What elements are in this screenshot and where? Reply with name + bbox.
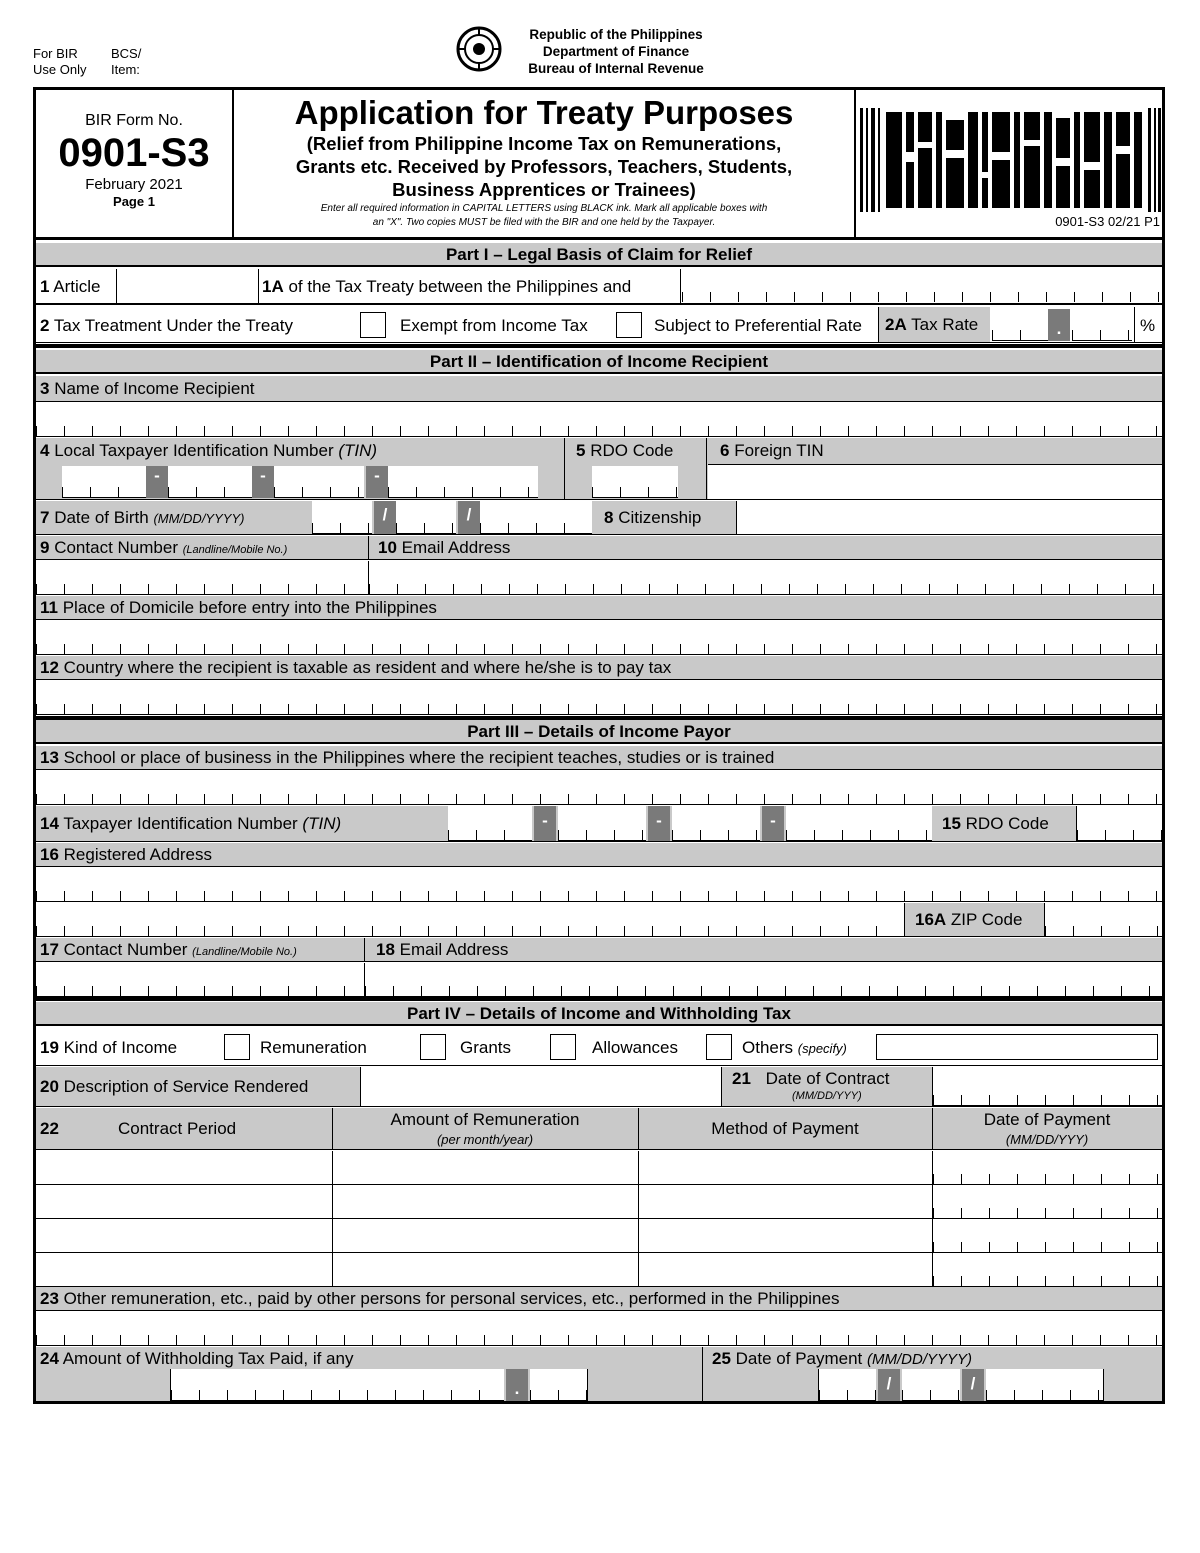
form-subtitle-2: Grants etc. Received by Professors, Teachers, Students, bbox=[295, 156, 793, 177]
tin-dash-3: - bbox=[366, 466, 388, 498]
form-sheet bbox=[33, 87, 1165, 1404]
agency-header bbox=[511, 26, 721, 77]
form-number: 0901-S3 bbox=[58, 131, 210, 175]
tax-rate-decimal-input[interactable] bbox=[1072, 309, 1132, 341]
f16-label: 16 Registered Address bbox=[40, 845, 213, 864]
exempt-checkbox[interactable] bbox=[360, 312, 386, 338]
others-label: Others (specify) bbox=[742, 1038, 847, 1057]
recipient-name-input[interactable] bbox=[36, 403, 1162, 437]
row-field-9-10-label bbox=[36, 536, 1162, 560]
row-field-13-label bbox=[36, 746, 1162, 770]
form-number-box bbox=[36, 90, 234, 240]
part2-title: Part II – Identification of Income Recipient bbox=[36, 350, 1162, 374]
row4-date[interactable] bbox=[933, 1253, 1162, 1287]
barcode-text: 0901-S3 02/21 P1 bbox=[1055, 214, 1160, 229]
row3-period[interactable] bbox=[36, 1219, 333, 1253]
registered-address-line-2[interactable] bbox=[36, 903, 904, 937]
other-remuneration-input[interactable] bbox=[36, 1312, 1162, 1346]
part1-title: Part I – Legal Basis of Claim for Relief bbox=[36, 243, 1162, 267]
row1-method[interactable] bbox=[639, 1151, 933, 1185]
payment-slash-1: / bbox=[878, 1369, 900, 1401]
f13-label: 13 School or place of business in the Philippines where the recipient teaches, studies or is trained bbox=[40, 748, 775, 767]
agency-line-3: Bureau of Internal Revenue bbox=[528, 61, 704, 76]
grants-label: Grants bbox=[460, 1038, 512, 1057]
withholding-cents-input[interactable] bbox=[530, 1369, 588, 1401]
tax-residence-country-input[interactable] bbox=[36, 681, 1162, 715]
bir-seal-icon bbox=[456, 26, 502, 72]
local-tin-part-1[interactable] bbox=[62, 466, 146, 498]
form-header bbox=[36, 90, 1162, 240]
preferential-rate-label: Subject to Preferential Rate bbox=[654, 316, 862, 335]
local-tin-branch[interactable] bbox=[388, 466, 538, 498]
row1-amount[interactable] bbox=[333, 1151, 639, 1185]
part4-title: Part IV – Details of Income and Withholding Tax bbox=[36, 1002, 1162, 1026]
withholding-amount-input[interactable] bbox=[170, 1369, 504, 1401]
col-contract-period: Contract Period bbox=[118, 1119, 237, 1138]
row2-amount[interactable] bbox=[333, 1185, 639, 1219]
row4-method[interactable] bbox=[639, 1253, 933, 1287]
tin-dash-2: - bbox=[252, 466, 274, 498]
domicile-input[interactable] bbox=[36, 621, 1162, 655]
row-field-11-label bbox=[36, 596, 1162, 620]
remuneration-checkbox[interactable] bbox=[224, 1034, 250, 1060]
withholding-decimal-point: . bbox=[506, 1369, 528, 1401]
f20-label: 20 Description of Service Rendered bbox=[40, 1077, 309, 1096]
f5-label: 5 RDO Code bbox=[576, 441, 674, 460]
article-input[interactable] bbox=[118, 269, 258, 303]
f2a-label: 2A Tax Rate bbox=[885, 315, 979, 334]
local-tin-part-2[interactable] bbox=[168, 466, 252, 498]
f10-label: 10 Email Address bbox=[378, 538, 511, 557]
bir-use-label-2: Use Only bbox=[33, 62, 87, 77]
dob-slash-2: / bbox=[458, 501, 480, 534]
f19-label: 19 Kind of Income bbox=[40, 1038, 178, 1057]
col-date-format: (MM/DD/YYY) bbox=[1005, 1132, 1089, 1147]
row2-date[interactable] bbox=[933, 1185, 1162, 1219]
payment-slash-2: / bbox=[962, 1369, 984, 1401]
f16a-label: 16A ZIP Code bbox=[915, 910, 1023, 929]
f12-label: 12 Country where the recipient is taxable as resident and where he/she is to pay tax bbox=[40, 658, 672, 677]
row2-period[interactable] bbox=[36, 1185, 333, 1219]
payment-year-input[interactable] bbox=[986, 1369, 1104, 1401]
top-bar bbox=[33, 26, 1165, 84]
f2-label: 2 Tax Treatment Under the Treaty bbox=[40, 316, 293, 335]
payor-contact-input[interactable] bbox=[36, 963, 364, 997]
tax-rate-whole-input[interactable] bbox=[992, 309, 1048, 341]
payor-email-input[interactable] bbox=[365, 963, 1162, 997]
f21-format: (MM/DD/YYY) bbox=[792, 1090, 862, 1102]
service-description-input[interactable] bbox=[360, 1067, 722, 1106]
row3-amount[interactable] bbox=[333, 1219, 639, 1253]
f23-label: 23 Other remuneration, etc., paid by other persons for personal services, etc., performed in the Philippines bbox=[40, 1289, 840, 1308]
form-title: Application for Treaty Purposes bbox=[294, 94, 794, 131]
row-field-20-21 bbox=[36, 1067, 1162, 1107]
f15-label: 15 RDO Code bbox=[942, 814, 1049, 833]
f11-label: 11 Place of Domicile before entry into the Philippines bbox=[40, 598, 437, 617]
row2-method[interactable] bbox=[639, 1185, 933, 1219]
row-field-12-label bbox=[36, 656, 1162, 680]
income-table-header bbox=[36, 1108, 1162, 1150]
grants-checkbox[interactable] bbox=[420, 1034, 446, 1060]
f3-label: 3 Name of Income Recipient bbox=[40, 379, 255, 398]
contract-date-input[interactable] bbox=[932, 1067, 1162, 1106]
row-field-17-18-label bbox=[36, 938, 1162, 962]
allowances-label: Allowances bbox=[592, 1038, 678, 1057]
row1-period[interactable] bbox=[36, 1151, 333, 1185]
payor-tin-part-2[interactable] bbox=[558, 806, 646, 841]
item-label: Item: bbox=[111, 62, 140, 77]
school-input[interactable] bbox=[36, 771, 1162, 805]
citizenship-input[interactable] bbox=[736, 501, 1162, 534]
instructions-1: Enter all required information in CAPITAL LETTERS using BLACK ink. Mark all applicable boxes with bbox=[320, 203, 768, 214]
zip-code-input[interactable] bbox=[1044, 903, 1162, 937]
f22-label: 22 bbox=[40, 1119, 59, 1138]
dob-slash-1: / bbox=[374, 501, 396, 534]
percent-sign: % bbox=[1140, 316, 1156, 335]
f24-label: 24 Amount of Withholding Tax Paid, if any bbox=[40, 1349, 354, 1368]
f14-label: 14 Taxpayer Identification Number (TIN) bbox=[40, 814, 342, 833]
row3-method[interactable] bbox=[639, 1219, 933, 1253]
remuneration-label: Remuneration bbox=[260, 1038, 367, 1057]
form-subtitle-3: Business Apprentices or Trainees) bbox=[392, 179, 696, 200]
allowances-checkbox[interactable] bbox=[550, 1034, 576, 1060]
dob-year-input[interactable] bbox=[480, 501, 592, 534]
row-field-2 bbox=[36, 307, 1162, 343]
col-date-payment: Date of Payment bbox=[983, 1110, 1111, 1129]
payment-day-input[interactable] bbox=[902, 1369, 960, 1401]
row-field-1 bbox=[36, 269, 1162, 305]
bir-use-label-1: For BIR bbox=[33, 46, 78, 61]
agency-line-2: Department of Finance bbox=[542, 44, 690, 59]
row4-amount[interactable] bbox=[333, 1253, 639, 1287]
f7-label: 7 Date of Birth (MM/DD/YYYY) bbox=[40, 508, 245, 527]
payor-tin-dash-2: - bbox=[648, 806, 670, 841]
dob-day-input[interactable] bbox=[396, 501, 456, 534]
form-no-label: BIR Form No. bbox=[85, 112, 183, 129]
foreign-tin-input[interactable] bbox=[708, 464, 1162, 499]
exempt-label: Exempt from Income Tax bbox=[400, 316, 588, 335]
payor-tin-branch[interactable] bbox=[786, 806, 932, 841]
payor-rdo-input[interactable] bbox=[1076, 806, 1162, 841]
row1-date[interactable] bbox=[933, 1151, 1162, 1185]
row-field-23-label bbox=[36, 1287, 1162, 1311]
payor-tin-dash-3: - bbox=[762, 806, 784, 841]
title-box bbox=[234, 90, 856, 240]
row-field-24-25 bbox=[36, 1347, 1162, 1401]
row-field-19 bbox=[36, 1028, 1162, 1066]
others-specify-input[interactable] bbox=[876, 1034, 1158, 1060]
col-amount: Amount of Remuneration bbox=[390, 1110, 580, 1129]
row-field-4-6 bbox=[36, 438, 1162, 500]
registered-address-line-1[interactable] bbox=[36, 868, 1162, 902]
row-field-14-15 bbox=[36, 806, 1162, 842]
row-field-7-8 bbox=[36, 501, 1162, 535]
payor-tin-dash-1: - bbox=[534, 806, 556, 841]
row4-period[interactable] bbox=[36, 1253, 333, 1287]
form-subtitle-1: (Relief from Philippine Income Tax on Remunerations, bbox=[306, 133, 782, 154]
local-tin-part-3[interactable] bbox=[274, 466, 364, 498]
payor-tin-part-1[interactable] bbox=[448, 806, 532, 841]
f4-label: 4 Local Taxpayer Identification Number (TIN) bbox=[40, 441, 378, 460]
f8-label: 8 Citizenship bbox=[604, 508, 702, 527]
f25-label: 25 Date of Payment (MM/DD/YYYY) bbox=[712, 1349, 973, 1368]
dob-month-input[interactable] bbox=[312, 501, 372, 534]
recipient-contact-input[interactable] bbox=[36, 561, 368, 595]
f17-label: 17 Contact Number (Landline/Mobile No.) bbox=[40, 940, 297, 959]
col-amount-hint: (per month/year) bbox=[436, 1132, 534, 1147]
f1-label: 1 Article bbox=[40, 277, 101, 296]
instructions-2: an "X". Two copies MUST be filed with the BIR and one held by the Taxpayer. bbox=[372, 217, 716, 228]
f6-label: 6 Foreign TIN bbox=[720, 441, 824, 460]
tin-dash-1: - bbox=[146, 466, 168, 498]
preferential-rate-checkbox[interactable] bbox=[616, 312, 642, 338]
agency-line-1: Republic of the Philippines bbox=[529, 27, 703, 42]
bcs-label: BCS/ bbox=[111, 46, 142, 61]
part3-title: Part III – Details of Income Payor bbox=[36, 720, 1162, 744]
treaty-country-input[interactable] bbox=[682, 271, 1160, 302]
f18-label: 18 Email Address bbox=[376, 940, 509, 959]
payor-tin-part-3[interactable] bbox=[672, 806, 760, 841]
row-field-16-label bbox=[36, 843, 1162, 867]
others-checkbox[interactable] bbox=[706, 1034, 732, 1060]
f21-label: 21 Date of Contract bbox=[732, 1069, 890, 1088]
col-method: Method of Payment bbox=[711, 1119, 859, 1138]
row3-date[interactable] bbox=[933, 1219, 1162, 1253]
decimal-point: . bbox=[1048, 309, 1070, 341]
row-field-3-label bbox=[36, 376, 1162, 402]
recipient-rdo-input[interactable] bbox=[592, 466, 678, 498]
recipient-email-input[interactable] bbox=[369, 561, 1162, 595]
f1a-label: 1A of the Tax Treaty between the Philippines and bbox=[262, 277, 632, 296]
barcode-icon bbox=[858, 108, 1162, 212]
f9-label: 9 Contact Number (Landline/Mobile No.) bbox=[40, 538, 288, 557]
form-date: February 2021 bbox=[85, 176, 183, 193]
form-page: Page 1 bbox=[113, 194, 155, 209]
payment-month-input[interactable] bbox=[818, 1369, 876, 1401]
